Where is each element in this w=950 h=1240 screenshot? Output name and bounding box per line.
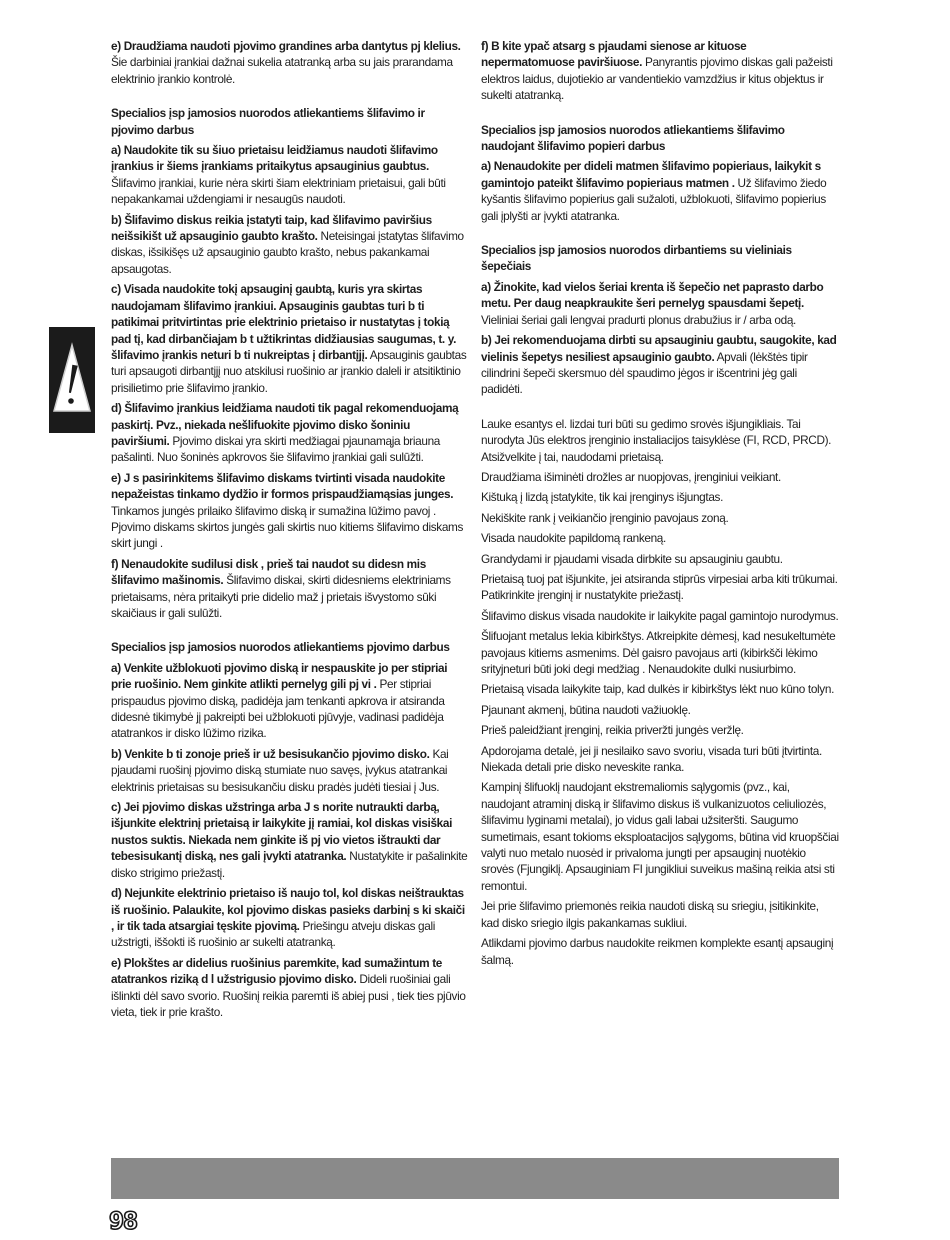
paragraph: Atlikdami pjovimo darbus naudokite reikmen komplekte esantį apsauginį šalmą. (481, 936, 834, 967)
paragraph: Nekiškite rank į veikiančio įrenginio pavojaus zoną. (481, 510, 729, 525)
paragraph: a) Naudokite tik su šiuo prietaisu leidžiamus naudoti šlifavimo įrankius ir šiems įrankiams pritaikytus apsauginius gaubtus. Šlifavimo įrankiai, kurie nėra skirti šiam elektriniam prietaisui, gali būti nepakankamai uždengiami ir nesaugūs naudoti. (111, 143, 446, 207)
paragraph: Lauke esantys el. lizdai turi būti su gedimo srovės išjungikliais. Tai nurodyta Jūs elektros įrenginio instaliacijos taisyklėse (FI, RCD, PRCD). Atsižvelkite į tai, naudodami prietaisą. (481, 416, 832, 464)
paragraph: Šlifavimo diskus visada naudokite ir laikykite pagal gamintojo nurodymus. (481, 608, 839, 623)
paragraph: a) Žinokite, kad vielos šeriai krenta iš šepečio net paprasto darbo metu. Per daug neapkraukite šeri pernelyg spausdami šepetį. Vieliniai šeriai gali lengvai pradurti plonus drabužius ir / arba odą. (481, 279, 824, 327)
paragraph: Kampinį šlifuoklį naudojant ekstremaliomis sąlygomis (pvz., kai, naudojant atraminį diską ir šlifavimo diskus iš vulkanizuotos celiuliozės, šlifavimu lyginami metalai), jo vidus gali labai užsiteršti. Saugumo sumetimais, esant tokioms eksploatacijos sąlygoms, būtina vid kruopščiai valyti nuo metalo nuosėd ir privaloma jungti per apsauginį nuotėkio srovės (Fjungiklį. Apsauginiam FI jungikliui suveikus mašiną reikia atsi sti remontui. (481, 780, 839, 893)
paragraph: Grandydami ir pjaudami visada dirbkite su apsauginiu gaubtu. (481, 551, 783, 566)
paragraph: Prietaisą tuoj pat išjunkite, jei atsiranda stiprūs virpesiai arba kiti trūkumai. Patikrinkite įrenginį ir nustatykite priežastį. (481, 571, 838, 603)
paragraph: Šlifuojant metalus lekia kibirkštys. Atkreipkite dėmesį, kad nesukeltumėte pavojaus kitiems asmenims. Dėl gaisro pavojaus arti (kibirkšči lėkimo srityjneturi būti joki degi medžiag . Nenaudokite dulki nusiurbimo. (481, 629, 836, 676)
section-heading: Specialios įsp jamosios nuorodos atliekantiems šlifavimo naudojant šlifavimo popieri darbus (481, 122, 785, 154)
page-number: 98 (109, 1207, 138, 1235)
paragraph: d) Šlifavimo įrankius leidžiama naudoti tik pagal rekomenduojamą paskirtį. Pvz., niekada nešlifuokite pjovimo disko šoniniu paviršiumi. Pjovimo diskai yra skirti medžiagai pjaunamąja briauna pašalinti. Nuo šoninės apkrovos šie šlifavimo įrankiai gali sulūžti. (111, 401, 459, 465)
section-heading: Specialios įsp jamosios nuorodos atliekantiems šlifavimo ir pjovimo darbus (111, 106, 425, 137)
paragraph: b) Šlifavimo diskus reikia įstatyti taip, kad šlifavimo paviršius neišsikišt už apsauginio gaubto krašto. Neteisingai įstatytas šlifavimo diskas, išsikišęs už apsauginio gaubto krašto, nebus pakankamai apsaugotas. (111, 212, 464, 276)
footer-bar (111, 1158, 839, 1199)
paragraph: Draudžiama išiminėti drožles ar nuopjovas, įrenginiui veikiant. (481, 469, 781, 484)
paragraph: b) Jei rekomenduojama dirbti su apsauginiu gaubtu, saugokite, kad vielinis šepetys nesiliest apsauginio gaubto. Apvali (lėkštės tipir cilindrini šepeči skersmuo dėl spaudimo jėgos ir išcentrini jėg gali padidėti. (481, 333, 837, 397)
section-heading: Specialios įsp jamosios nuorodos atliekantiems pjovimo darbus (111, 640, 450, 655)
paragraph: Visada naudokite papildomą rankeną. (481, 531, 666, 546)
paragraph: e) J s pasirinkitems šlifavimo diskams tvirtinti visada naudokite nepažeistas tinkamo dydžio ir formos prispaudžiamąsias junges. Tinkamos jungės prilaiko šlifavimo diską ir sumažina lūžimo pavoj . Pjovimo diskams skirtos jungės gali skirtis nuo kitiems šlifavimo diskams skirt jungi . (111, 470, 464, 551)
warning-triangle-icon (52, 341, 92, 415)
paragraph: Jei prie šlifavimo priemonės reikia naudoti diską su sriegiu, įsitikinkite, kad disko sriegio ilgis pakankamas sukliui. (481, 899, 819, 930)
paragraph: e) Draudžiama naudoti pjovimo grandines arba dantytus pj klelius. Šie darbiniai įrankiai dažnai sukelia atatranką arba su jais prarandama elektrinio įrankio kontrolė. (111, 39, 461, 86)
warning-sidebar-tab (49, 327, 95, 433)
paragraph: e) Plokštes ar didelius ruošinius paremkite, kad sumažintum te atatrankos riziką d l užstrigusio pjovimo disko. Dideli ruošiniai gali išlinkti dėl savo svorio. Ruošinį reikia paremti iš abiej pusi , tiek ties pjūvio vieta, tiek ir prie krašto. (111, 955, 466, 1019)
paragraph: Apdorojama detalė, jei ji nesilaiko savo svoriu, visada turi būti įtvirtinta. Niekada detali prie disko neveskite ranka. (481, 743, 822, 775)
paragraph: Prieš paleidžiant įrenginį, reikia priveržti jungės veržlę. (481, 723, 744, 738)
section-heading: Specialios įsp jamosios nuorodos dirbantiems su vieliniais šepečiais (481, 243, 792, 274)
paragraph: d) Nejunkite elektrinio prietaiso iš naujo tol, kol diskas neištrauktas iš ruošinio. Palaukite, kol pjovimo diskas pasieks darbinį s ki skaiči , ir tik tada atsargiai tęskite pjovimą. Priešingu atveju diskas gali užstrigti, iššokti iš ruošinio ar sukelti atatranką. (111, 886, 465, 950)
left-column (111, 38, 469, 1024)
paragraph: Prietaisą visada laikykite taip, kad dulkės ir kibirkštys lėkt nuo kūno tolyn. (481, 682, 834, 697)
paragraph: Pjaunant akmenį, būtina naudoti važiuoklę. (481, 702, 691, 717)
paragraph: a) Venkite užblokuoti pjovimo diską ir nespauskite jo per stipriai prie ruošinio. Nem ginkite atlikti pernelyg gili pj vi . Per stipriai prispaudus pjovimo diską, padidėja jam tenkanti apkrova ir atsiranda didesnė tikimybė jį pakreipti bei užblokuoti pjūvyje, vadinasi padidėja atatrankos ir disko lūžimo rizika. (111, 660, 448, 741)
paragraph: c) Jei pjovimo diskas užstringa arba J s norite nutraukti darbą, išjunkite elektrinį prietaisą ir laikykite jį ramiai, kol diskas visiškai nustos suktis. Niekada nem ginkite iš pj vio vietos ištraukti dar tebesisukantį diską, nes gali įvykti atatranka. Nustatykite ir pašalinkite disko strigimo priežastį. (111, 800, 468, 880)
paragraph: c) Visada naudokite tokį apsauginį gaubtą, kuris yra skirtas naudojamam šlifavimo įrankiui. Apsauginis gaubtas turi b ti patikimai pritvirtintas prie elektrinio prietaiso ir nustatytas į tokią pad tį, kad dirbančiajam b t užtikrintas didžiausias saugumas, t. y. šlifavimo įrankis neturi b ti nukreiptas į dirbantįjį. Apsauginis gaubtas turi apsaugoti dirbantįjį nuo atskilusi ruošinio ar įrankio daleli ir atsitiktinio prisilietimo prie šlifavimo įrankio. (111, 282, 467, 395)
paragraph: f) Nenaudokite sudilusi disk , prieš tai naudot su didesn mis šlifavimo mašinomis. Šlifavimo diskai, skirti didesniems elektriniams prietaisams, nėra pritaikyti prie didelio maž j prietais išvystomo sūki skaičiaus ir gali sulūžti. (111, 556, 451, 620)
right-column (481, 38, 839, 972)
paragraph: f) B kite ypač atsarg s pjaudami sienose ar kituose nepermatomuose paviršiuose. Panyrantis pjovimo diskas gali pažeisti elektros laidus, dujotiekio ar vandentiekio vamzdžius ir kitus objektus ir sukelti atatranką. (481, 39, 833, 103)
paragraph: b) Venkite b ti zonoje prieš ir už besisukančio pjovimo disko. Kai pjaudami ruošinį pjovimo diską stumiate nuo savęs, įvykus atatrankai elektrinis prietaisas su besisukančiu disku pradės judėti tiesiai į Jus. (111, 746, 449, 794)
paragraph: Kištuką į lizdą įstatykite, tik kai įrenginys išjungtas. (481, 490, 724, 505)
paragraph: a) Nenaudokite per dideli matmen šlifavimo popieriaus, laikykit s gamintojo pateikt šlifavimo popieriaus matmen . Už šlifavimo žiedo kyšantis šlifavimo popierius gali sužaloti, užblokuoti, šlifavimo popierius gali įplyšti ar įvykti atatranka. (481, 159, 827, 223)
